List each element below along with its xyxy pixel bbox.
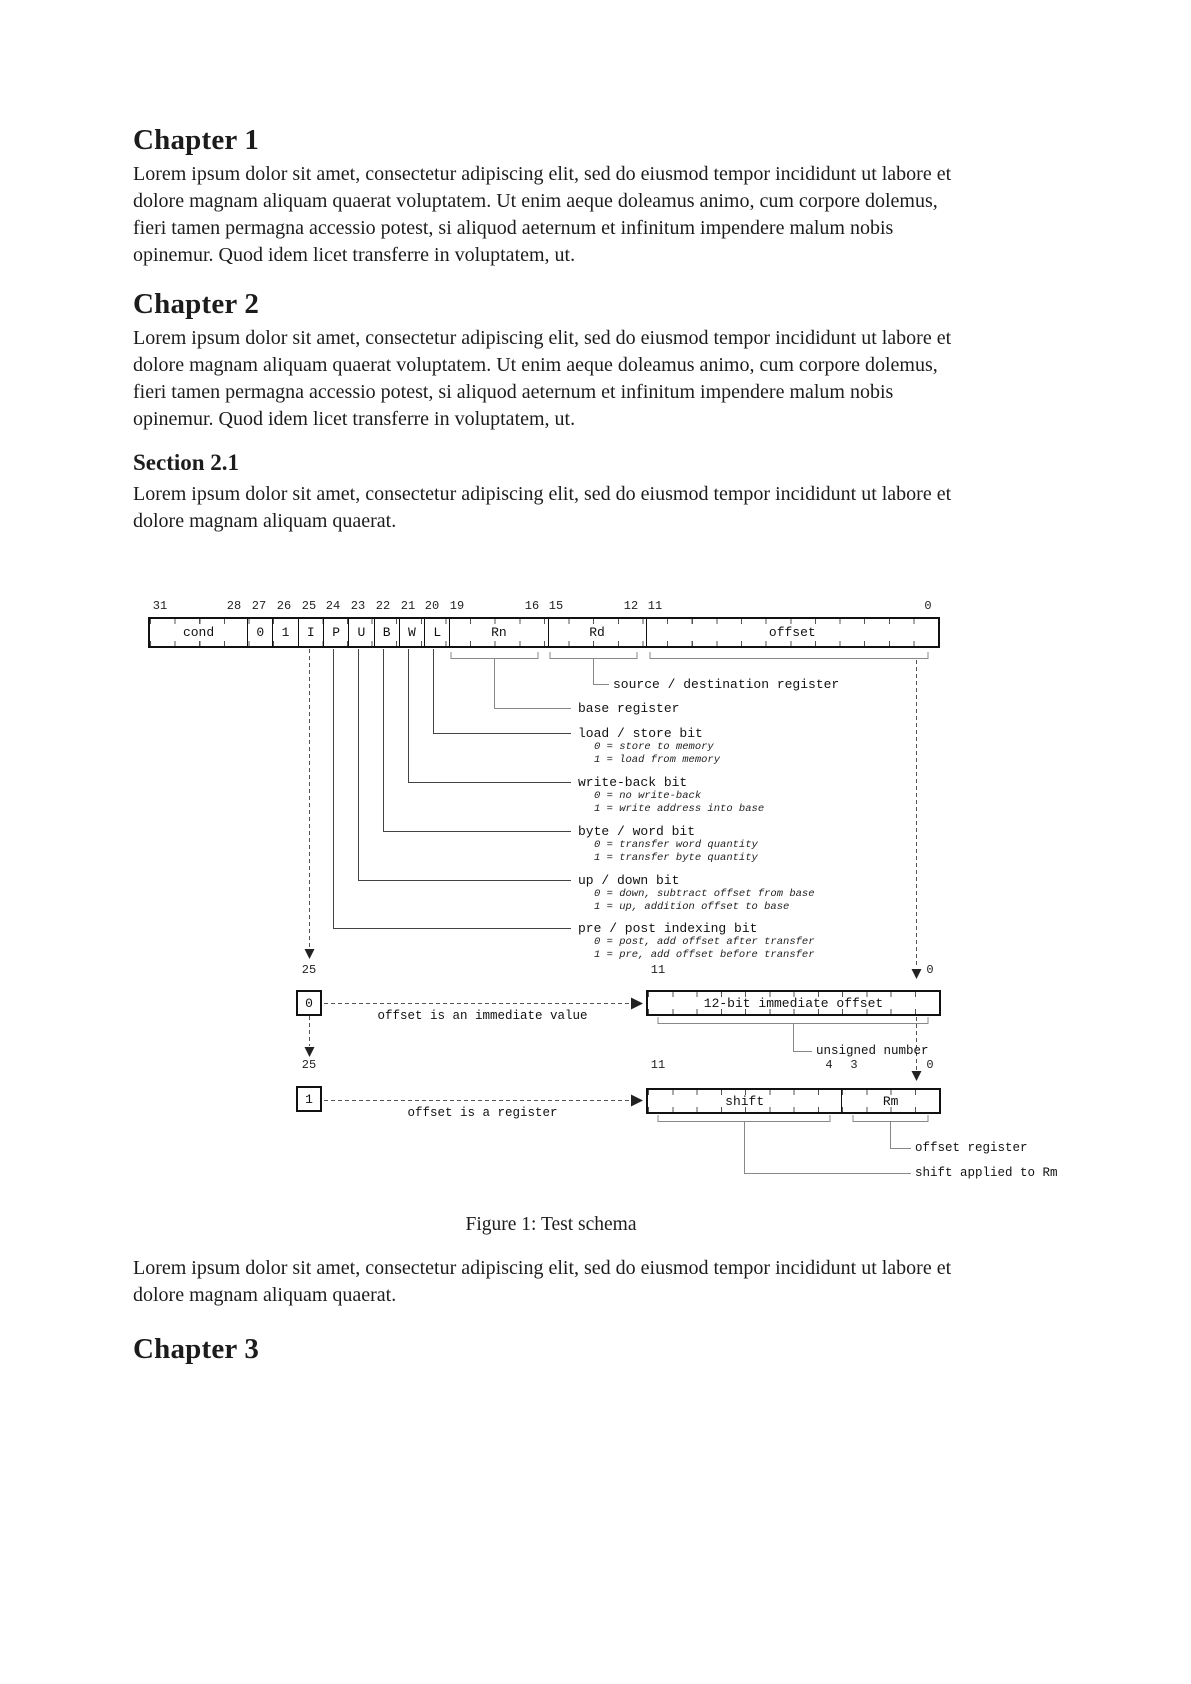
register-arrow-caption: offset is a register xyxy=(407,1106,558,1120)
bit-label-19: 19 xyxy=(449,599,465,613)
field-u-bit: U xyxy=(348,619,373,646)
down-arrow-icon xyxy=(305,1047,315,1057)
field-bit26: 1 xyxy=(272,619,297,646)
rm-field: Rm xyxy=(841,1090,939,1112)
unsigned-number-stem xyxy=(794,1024,813,1052)
offset-register-label: offset register xyxy=(915,1141,1028,1155)
immediate-bracket xyxy=(658,1017,928,1024)
bit-label-31: 31 xyxy=(152,599,168,613)
offset-bracket xyxy=(650,652,928,659)
immediate-offset-box xyxy=(646,990,941,1016)
field-bit27: 0 xyxy=(247,619,272,646)
field-w-bit: W xyxy=(399,619,424,646)
rd-bracket xyxy=(550,652,637,659)
callout-load-store-sub0: 0 = store to memory xyxy=(594,741,714,753)
field-cond: cond xyxy=(182,625,215,640)
bit-label-11: 11 xyxy=(647,599,663,613)
chapter-3-heading: Chapter 3 xyxy=(133,1333,260,1365)
reg-row-bit-4: 4 xyxy=(825,1058,833,1072)
field-rd: Rd xyxy=(548,619,646,646)
imm-row-bit-11: 11 xyxy=(650,963,666,977)
bit-label-20: 20 xyxy=(424,599,440,613)
write-back-line xyxy=(409,649,572,783)
source-destination-stem xyxy=(594,659,610,685)
immediate-offset-label: 12-bit immediate offset xyxy=(703,995,884,1011)
offset-register-stem xyxy=(891,1122,912,1149)
closing-paragraph: Lorem ipsum dolor sit amet, consectetur adipiscing elit, sed do eiusmod tempor incididunt ut labore et dolore magnam aliquam quaerat. xyxy=(133,1257,952,1306)
callout-pre-post-sub1: 1 = pre, add offset before transfer xyxy=(594,949,815,961)
field-rn: Rn xyxy=(449,619,547,646)
bit-label-23: 23 xyxy=(350,599,366,613)
section-2-1-heading: Section 2.1 xyxy=(133,450,240,475)
shift-field: shift xyxy=(725,1093,765,1109)
imm-row-bit-25: 25 xyxy=(301,963,317,977)
up-down-line xyxy=(359,649,572,881)
instruction-register-box xyxy=(148,617,940,648)
unsigned-number-label: unsigned number xyxy=(816,1044,929,1058)
shift-applied-label: shift applied to Rm xyxy=(915,1166,1058,1180)
callout-write-back-sub0: 0 = no write-back xyxy=(594,790,702,802)
callout-byte-word-sub1: 1 = transfer byte quantity xyxy=(594,852,758,864)
callout-pre-post: pre / post indexing bit xyxy=(578,921,758,936)
rm-bracket xyxy=(853,1115,928,1122)
chapter-2-heading: Chapter 2 xyxy=(133,288,260,320)
shift-rm-box xyxy=(646,1088,941,1114)
i-bit-value-1-box: 1 xyxy=(296,1086,322,1112)
reg-row-bit-3: 3 xyxy=(850,1058,858,1072)
callout-pre-post-sub0: 0 = post, add offset after transfer xyxy=(594,936,815,948)
callout-byte-word-sub0: 0 = transfer word quantity xyxy=(594,839,758,851)
down-arrow-icon xyxy=(912,1071,922,1081)
field-b-bit: B xyxy=(374,619,399,646)
shift-bracket xyxy=(658,1115,830,1122)
reg-row-bit-0: 0 xyxy=(926,1058,934,1072)
i-bit-value-0-box: 0 xyxy=(296,990,322,1016)
field-l-bit: L xyxy=(424,619,449,646)
right-arrow-icon xyxy=(631,998,643,1010)
immediate-arrow-caption: offset is an immediate value xyxy=(377,1009,588,1023)
field-offset: offset xyxy=(646,619,938,646)
bit-label-12: 12 xyxy=(623,599,639,613)
down-arrow-icon xyxy=(912,969,922,979)
callout-load-store-sub1: 1 = load from memory xyxy=(594,754,721,766)
reg-row-bit-11: 11 xyxy=(650,1058,666,1072)
load-store-line xyxy=(434,649,572,734)
bit-label-28: 28 xyxy=(226,599,242,613)
chapter-2-paragraph: Lorem ipsum dolor sit amet, consectetur adipiscing elit, sed do eiusmod tempor incididunt ut labore et dolore magnam aliquam quaerat voluptatem. Ut enim aeque doleamus animo, cum corpore dolemus, fieri tamen permagna accessio potest, si aliquod aeternum et infinitum impendere malum nobis opinemur. Quod idem licet transferre in voluptatem, ut. xyxy=(133,327,952,430)
base-register-stem xyxy=(495,659,572,709)
callout-byte-word: byte / word bit xyxy=(578,824,696,839)
bit-label-0: 0 xyxy=(924,599,932,613)
byte-word-line xyxy=(384,649,572,832)
callout-load-store: load / store bit xyxy=(578,726,703,741)
right-arrow-icon xyxy=(631,1095,643,1107)
field-i-bit: I xyxy=(298,619,323,646)
callout-up-down-sub1: 1 = up, addition offset to base xyxy=(594,901,790,913)
section-2-1-paragraph: Lorem ipsum dolor sit amet, consectetur adipiscing elit, sed do eiusmod tempor incididunt ut labore et dolore magnam aliquam quaerat. xyxy=(133,483,952,532)
rn-bracket xyxy=(451,652,538,659)
callout-write-back: write-back bit xyxy=(578,775,688,790)
reg-row-bit-25: 25 xyxy=(301,1058,317,1072)
bit-label-16: 16 xyxy=(524,599,540,613)
bit-label-22: 22 xyxy=(375,599,391,613)
bit-label-25: 25 xyxy=(301,599,317,613)
callout-write-back-sub1: 1 = write address into base xyxy=(594,803,765,815)
callout-up-down: up / down bit xyxy=(578,873,680,888)
shift-applied-stem xyxy=(745,1122,912,1174)
bit-label-27: 27 xyxy=(251,599,267,613)
bit-label-24: 24 xyxy=(325,599,341,613)
imm-row-bit-0: 0 xyxy=(926,963,934,977)
chapter-1-heading: Chapter 1 xyxy=(133,124,260,156)
figure-caption: Figure 1: Test schema xyxy=(465,1214,637,1235)
down-arrow-icon xyxy=(305,949,315,959)
bit-label-21: 21 xyxy=(400,599,416,613)
pre-post-line xyxy=(334,649,572,929)
callout-base-register: base register xyxy=(578,701,680,716)
bit-label-26: 26 xyxy=(276,599,292,613)
field-p-bit: P xyxy=(323,619,348,646)
callout-source-destination: source / destination register xyxy=(613,677,840,692)
chapter-1-paragraph: Lorem ipsum dolor sit amet, consectetur adipiscing elit, sed do eiusmod tempor incididunt ut labore et dolore magnam aliquam quaerat voluptatem. Ut enim aeque doleamus animo, cum corpore dolemus, fieri tamen permagna accessio potest, si aliquod aeternum et infinitum impendere malum nobis opinemur. Quod idem licet transferre in voluptatem, ut. xyxy=(133,163,952,266)
bit-label-15: 15 xyxy=(548,599,564,613)
callout-up-down-sub0: 0 = down, subtract offset from base xyxy=(594,888,815,900)
